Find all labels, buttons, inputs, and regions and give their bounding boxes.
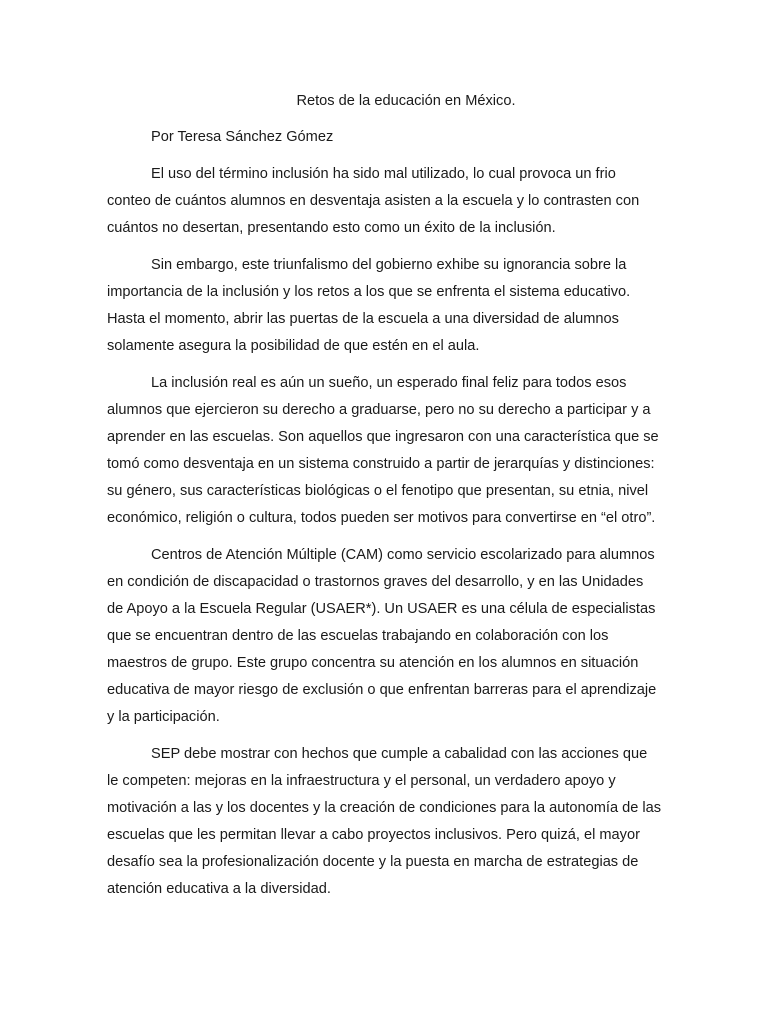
document-title: Retos de la educación en México. (296, 93, 516, 109)
document-body (107, 161, 662, 913)
paragraph-3: La inclusión real es aún un sueño, un esperado final feliz para todos esos alumnos que ejercieron su derecho a graduarse, pero no su derecho a participar y a aprender en las escuelas. Son aquellos que ingresaron con una característica que se tomó como desventaja en un sistema construido a partir de jerarquías y distinciones: su género, sus características biológicas o el fenotipo que presentan, su etnia, nivel económico, religión o cultura, todos pueden ser motivos para convertirse en “el otro”. (107, 375, 659, 526)
paragraph-1: El uso del término inclusión ha sido mal utilizado, lo cual provoca un frio conteo de cuántos alumnos en desventaja asisten a la escuela y lo contrasten con cuántos no desertan, presentando esto como un éxito de la inclusión. (107, 166, 640, 236)
paragraph-4: Centros de Atención Múltiple (CAM) como servicio escolarizado para alumnos en condición de discapacidad o trastornos graves del desarrollo, y en las Unidades de Apoyo a la Escuela Regular (USAER*). Un USAER es una célula de especialistas que se encuentran dentro de las escuelas trabajando en colaboración con los maestros de grupo. Este grupo concentra su atención en los alumnos en situación educativa de mayor riesgo de exclusión o que enfrentan barreras para el aprendizaje y la participación. (107, 547, 657, 725)
paragraph-2: Sin embargo, este triunfalismo del gobierno exhibe su ignorancia sobre la importancia de la inclusión y los retos a los que se enfrenta el sistema educativo. Hasta el momento, abrir las puertas de la escuela a una diversidad de alumnos solamente asegura la posibilidad de que estén en el aula. (107, 257, 631, 354)
document-author: Por Teresa Sánchez Gómez (151, 129, 334, 145)
paragraph-5: SEP debe mostrar con hechos que cumple a cabalidad con las acciones que le competen: mejoras en la infraestructura y el personal, un verdadero apoyo y motivación a las y los docentes y la creación de condiciones para la autonomía de las escuelas que les permitan llevar a cabo proyectos inclusivos. Pero quizá, el mayor desafío sea la profesionalización docente y la puesta en marcha de estrategias de atención educativa a la diversidad. (107, 746, 662, 897)
